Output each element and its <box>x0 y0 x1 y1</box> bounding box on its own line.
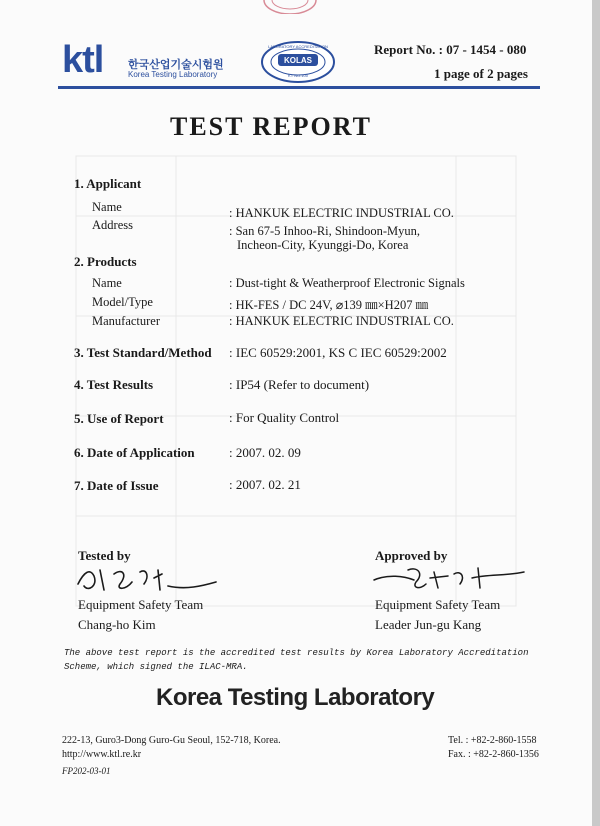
product-manufacturer-value: : HANKUK ELECTRIC INDUSTRIAL CO. <box>229 314 454 328</box>
tested-by-label: Tested by <box>78 548 131 563</box>
use-value: : For Quality Control <box>229 410 340 425</box>
application-date-value: : 2007. 02. 09 <box>229 445 301 460</box>
tester-team: Equipment Safety Team <box>78 597 204 612</box>
approver-team: Equipment Safety Team <box>375 597 501 612</box>
tester-signature <box>70 556 220 598</box>
kolas-accreditation-logo <box>260 40 336 84</box>
section-application-heading: 6. Date of Application <box>74 445 195 460</box>
results-value: : IP54 (Refer to document) <box>229 377 370 392</box>
seal-stamp-icon <box>262 0 318 14</box>
page-edge <box>592 0 600 826</box>
approver-signature <box>368 560 528 594</box>
applicant-address-label: Address <box>92 218 133 232</box>
footer-fax: Fax. : +82-2-860-1356 <box>448 749 539 760</box>
section-applicant-heading: 1. Applicant <box>74 176 142 191</box>
section-results-heading: 4. Test Results <box>74 377 154 392</box>
lab-name-heading: Korea Testing Laboratory <box>156 684 435 711</box>
issue-date-value: : 2007. 02. 21 <box>229 477 301 492</box>
applicant-address-line1: : San 67-5 Inhoo-Ri, Shindoon-Myun, <box>229 224 420 238</box>
page-count: 1 page of 2 pages <box>434 66 528 81</box>
header-rule <box>58 86 540 89</box>
approver-name: Leader Jun-gu Kang <box>375 617 482 632</box>
report-number: Report No. : 07 - 1454 - 080 <box>374 42 527 57</box>
applicant-address-line2: Incheon-City, Kyunggi-Do, Korea <box>237 238 409 252</box>
section-use-heading: 5. Use of Report <box>74 411 164 426</box>
svg-text:KT NO.100: KT NO.100 <box>288 73 308 78</box>
section-products-heading: 2. Products <box>74 254 137 269</box>
product-model-value: : HK-FES / DC 24V, ⌀139 ㎜×H207 ㎜ <box>229 298 429 312</box>
applicant-name-value: : HANKUK ELECTRIC INDUSTRIAL CO. <box>229 206 454 220</box>
form-code: FP202-03-01 <box>62 766 111 776</box>
product-model-label: Model/Type <box>92 295 153 309</box>
document-title: TEST REPORT <box>170 112 372 141</box>
product-name-label: Name <box>92 276 122 290</box>
svg-text:LABORATORY ACCREDITATION: LABORATORY ACCREDITATION <box>268 44 328 49</box>
product-manufacturer-label: Manufacturer <box>92 314 161 328</box>
section-standard-heading: 3. Test Standard/Method <box>74 345 212 360</box>
approved-by-label: Approved by <box>375 548 448 563</box>
tester-name: Chang-ho Kim <box>78 617 156 632</box>
logo-english-name: Korea Testing Laboratory <box>128 70 218 79</box>
footer-address: 222-13, Guro3-Dong Guro-Gu Seoul, 152-718, Korea. <box>62 735 281 746</box>
applicant-name-label: Name <box>92 200 122 214</box>
footer-website: http://www.ktl.re.kr <box>62 749 142 760</box>
footer-tel: Tel. : +82-2-860-1558 <box>448 735 537 746</box>
section-issue-heading: 7. Date of Issue <box>74 478 159 493</box>
ktl-logo: ktl <box>62 39 104 81</box>
svg-text:KOLAS: KOLAS <box>284 56 312 65</box>
standard-value: : IEC 60529:2001, KS C IEC 60529:2002 <box>229 345 447 360</box>
logo-korean-name: 한국산업기술시험원 <box>128 58 224 71</box>
accreditation-note: The above test report is the accredited test results by Korea Laboratory Accreditation Scheme, which signed the ILAC-MRA. <box>64 648 529 672</box>
product-name-value: : Dust-tight & Weatherproof Electronic Signals <box>229 276 465 290</box>
